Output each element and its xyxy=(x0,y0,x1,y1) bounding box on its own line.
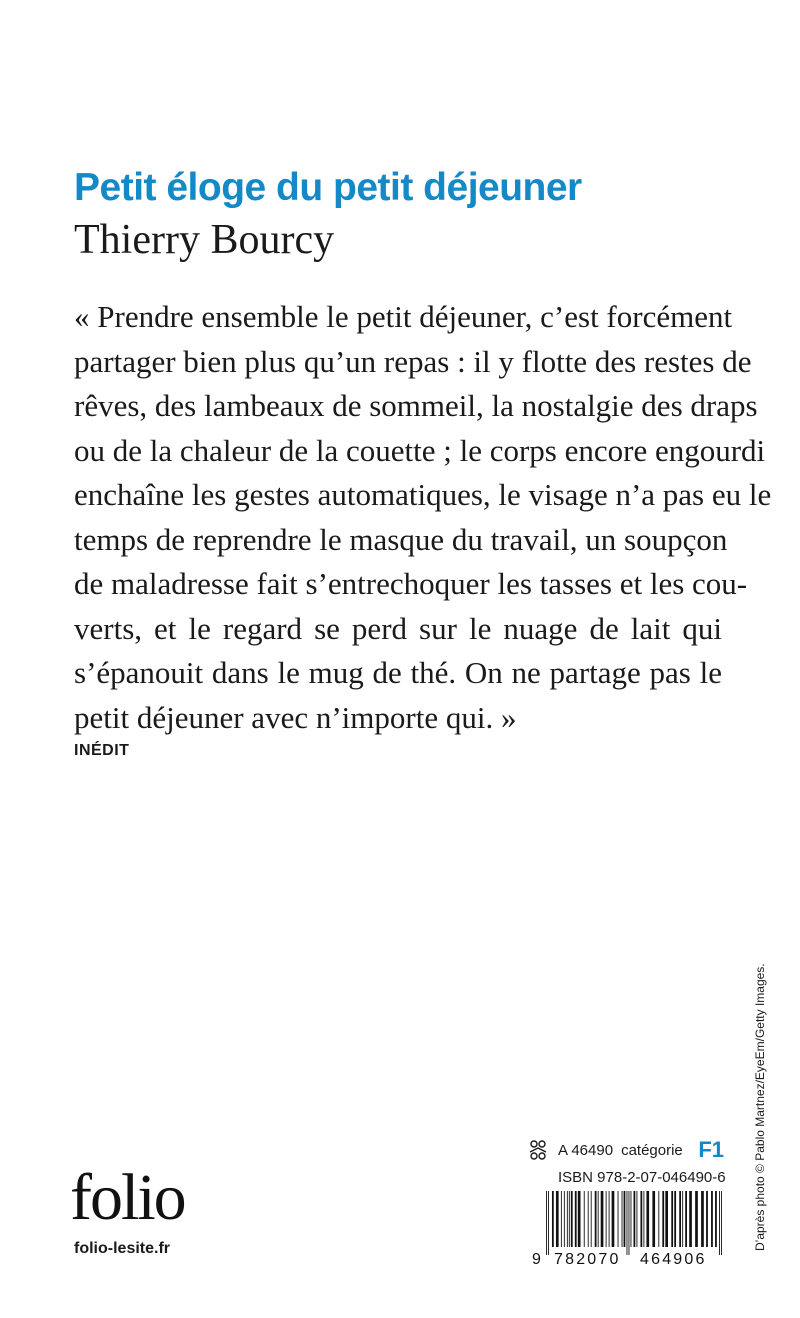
barcode-bar xyxy=(561,1191,562,1247)
barcode-bar xyxy=(662,1191,664,1247)
blurb-line: partager bien plus qu’un repas : il y flotte des restes de xyxy=(74,343,752,379)
barcode-bar xyxy=(674,1191,676,1247)
catalog-row xyxy=(528,1136,724,1164)
barcode-bar xyxy=(575,1191,577,1247)
barcode-bar xyxy=(578,1191,581,1247)
barcode-bar xyxy=(609,1191,610,1247)
barcode-bar xyxy=(682,1191,683,1247)
barcode-bar xyxy=(546,1191,547,1255)
barcode-bar xyxy=(631,1191,632,1247)
blurb-line: ou de la chaleur de la couette ; le corps encore engourdi xyxy=(74,432,766,468)
folio-logo: folio xyxy=(70,1161,185,1234)
unpublished-badge: INÉDIT xyxy=(74,742,130,759)
barcode-bar xyxy=(695,1191,698,1247)
barcode-bar xyxy=(665,1191,668,1247)
photo-credit: D’après photo © Pablo Martnez/EyeEm/Getty Images. xyxy=(753,963,767,1251)
barcode-bar xyxy=(634,1191,636,1247)
category-code: F1 xyxy=(698,1137,724,1162)
barcode-bar xyxy=(701,1191,704,1247)
blurb-line: enchaîne les gestes automatiques, le visage n’a pas eu le xyxy=(74,477,772,512)
blurb-line: rêves, des lambeaux de sommeil, la nostalgie des draps xyxy=(74,388,758,423)
catalog-code: A 46490 xyxy=(558,1141,614,1159)
barcode-digits: 464906 xyxy=(640,1251,707,1267)
author-name: Thierry Bourcy xyxy=(74,217,335,263)
barcode-bar xyxy=(588,1191,589,1247)
blurb-line: petit déjeuner avec n’importe qui. » xyxy=(74,699,517,735)
barcode-bar xyxy=(636,1191,637,1247)
barcode-bar xyxy=(719,1191,720,1255)
barcode-bar xyxy=(624,1191,626,1247)
barcode-bar xyxy=(706,1191,708,1247)
barcode-bar xyxy=(679,1191,681,1247)
blurb-line: s’épanouit dans le mug de thé. On ne partage pas le xyxy=(74,655,722,690)
barcode-digits: 782070 xyxy=(554,1251,621,1267)
blurb-line: verts, et le regard se perd sur le nuage de lait qui xyxy=(74,610,722,646)
book-title: Petit éloge du petit déjeuner xyxy=(74,166,582,209)
blurb-line: temps de reprendre le masque du travail, un soupçon xyxy=(74,521,728,557)
barcode-bar xyxy=(552,1191,554,1247)
barcode-bar xyxy=(548,1191,549,1255)
barcode-bar xyxy=(658,1191,659,1247)
catalog-info xyxy=(528,1136,724,1266)
barcode-digit: 9 xyxy=(532,1251,541,1267)
barcode-bar xyxy=(689,1191,692,1247)
barcode-bar xyxy=(606,1191,607,1247)
category-label: catégorie xyxy=(621,1141,683,1159)
barcode-bar xyxy=(671,1191,673,1247)
barcode-bar xyxy=(601,1191,604,1247)
barcode xyxy=(528,1191,724,1267)
barcode-bar xyxy=(598,1191,599,1247)
barcode-bar xyxy=(711,1191,713,1247)
barcode-bar xyxy=(569,1191,570,1247)
blurb xyxy=(74,295,772,740)
barcode-bar xyxy=(643,1191,644,1247)
gallimard-logo-icon xyxy=(528,1139,548,1161)
isbn: ISBN 978-2-07-046490-6 xyxy=(558,1169,726,1186)
barcode-bar xyxy=(618,1191,619,1247)
barcode-bar xyxy=(622,1191,623,1247)
barcode-bar xyxy=(571,1191,573,1247)
barcode-bar xyxy=(591,1191,592,1247)
barcode-bar xyxy=(629,1191,630,1255)
barcode-bar xyxy=(567,1191,568,1247)
barcode-bar xyxy=(584,1191,585,1247)
barcode-bar xyxy=(715,1191,717,1247)
website-link[interactable]: folio-lesite.fr xyxy=(74,1240,171,1257)
barcode-bar xyxy=(721,1191,722,1255)
blurb-line: « Prendre ensemble le petit déjeuner, c’est forcément xyxy=(74,299,733,334)
barcode-bar xyxy=(564,1191,565,1247)
barcode-bar xyxy=(627,1191,628,1255)
barcode-bar xyxy=(640,1191,642,1247)
barcode-bar xyxy=(685,1191,687,1247)
blurb-line: de maladresse fait s’entrechoquer les tasses et les cou- xyxy=(74,566,748,601)
barcode-bar xyxy=(652,1191,655,1247)
barcode-bar xyxy=(612,1191,615,1247)
barcode-bar xyxy=(595,1191,597,1247)
barcode-bar xyxy=(646,1191,649,1247)
barcode-bar xyxy=(556,1191,559,1247)
